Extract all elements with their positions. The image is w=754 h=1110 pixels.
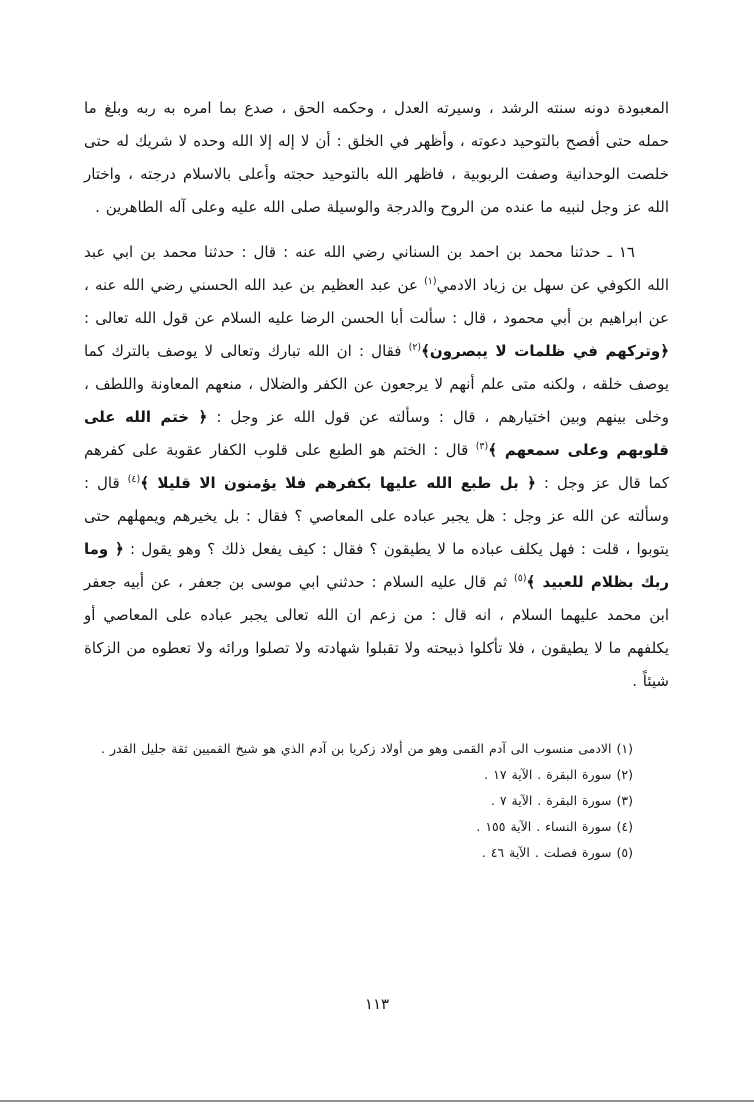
text-segment: (٣) سورة البقرة . الآية ٧ . <box>490 793 633 808</box>
paragraph-hadith-16 <box>84 236 669 698</box>
text-segment: قال : الختم هو الطبع على قلوب الكفار عقوبة على كفرهم كما قال عز وجل : <box>84 441 669 492</box>
footnote-ref: (٣) <box>475 441 489 452</box>
footnote-ref: (٢) <box>408 342 422 353</box>
text-segment: (١) الادمى منسوب الى آدم القمى وهو من أولاد زكريا بن آدم الذي هو شيخ القميين ثقة جليل القدر . <box>101 741 633 756</box>
bottom-scan-line <box>0 1100 754 1102</box>
body-text <box>84 92 669 698</box>
text-segment: قال : وسألته عن الله عز وجل : هل يجبر عباده على المعاصي ؟ فقال : بل يخيرهم ويمهلهم حتى يتوبوا ، قلت : فهل يكلف عباده ما لا يطيقون ؟ فقال : كيف يفعل ذلك ؟ وهو يقول : <box>84 474 669 558</box>
text-segment: المعبودة دونه سنته الرشد ، وسيرته العدل ، وحكمه الحق ، صدع بما امره به ربه وبلغ ما حمله حتى أفصح بالتوحيد دعوته ، وأظهر في الخلق : أن لا إله إلا الله وحده لا شريك له حتى خلصت الوحدانية وصفت الربوبية ، فاظهر الله بالتوحيد حجته وأعلى بالاسلام درجته ، واختار الله عز وجل لنبيه ما عنده من الروح والدرجة والوسيلة صلى الله عليه وعلى آله الطاهرين . <box>84 99 669 216</box>
quran-quote: ﴿ ختم الله على قلوبهم وعلى سمعهم ﴾ <box>84 408 669 459</box>
text-segment: عن عبد العظيم بن عبد الله الحسني رضي الله عنه ، عن ابراهيم بن أبي محمود ، قال : سألت أبا الحسن الرضا عليه السلام عن قول الله تعالى : <box>84 276 669 327</box>
page-number: ١١٣ <box>364 995 390 1013</box>
quran-quote: ﴿وتركهم في ظلمات لا يبصرون﴾ <box>421 342 669 360</box>
footnote-2 <box>84 762 669 788</box>
text-segment: ١٦ ـ حدثنا محمد بن احمد بن السناني رضي الله عنه : قال : حدثنا محمد بن ابي عبد الله الكوفي عن سهل بن زياد الادمي <box>84 243 669 294</box>
footnotes <box>84 736 669 866</box>
quran-quote: ﴿ وما ربك بظلام للعبيد ﴾ <box>84 540 670 591</box>
text-segment: ثم قال عليه السلام : حدثني ابي موسى بن جعفر ، عن أبيه جعفر ابن محمد عليهما السلام ، انه قال : من زعم ان الله تعالى يجبر عباده على المعاصي أو يكلفهم ما لا يطيقون ، فلا تأكلوا ذبيحته ولا تقبلوا شهادته ولا تصلوا ورائه ولا تعطوه من الزكاة شيئاً . <box>84 573 669 690</box>
footnote-ref: (١) <box>424 276 437 287</box>
footnote-1 <box>84 736 669 762</box>
paragraph-continuation <box>84 92 669 224</box>
text-segment: (٥) سورة فصلت . الآية ٤٦ . <box>481 845 633 860</box>
quran-quote: ﴿ بل طبع الله عليها بكفرهم فلا يؤمنون الا قليلا ﴾ <box>140 474 536 492</box>
text-segment: فقال : ان الله تبارك وتعالى لا يوصف بالترك كما يوصف خلقه ، ولكنه متى علم أنهم لا يرجعون عن الكفر والضلال ، منعهم المعاونة واللطف ، وخلى بينهم وبين اختيارهم ، قال : وسألته عن قول الله عز وجل : <box>84 342 669 426</box>
text-segment: (٤) سورة النساء . الآية ١٥٥ . <box>476 819 633 834</box>
page-content <box>84 92 669 866</box>
footnote-ref: (٥) <box>514 573 527 584</box>
footnote-3 <box>84 788 669 814</box>
footnote-ref: (٤) <box>127 474 141 485</box>
text-segment: (٢) سورة البقرة . الآية ١٧ . <box>484 767 633 782</box>
footnote-4 <box>84 814 669 840</box>
footnote-5 <box>84 840 669 866</box>
